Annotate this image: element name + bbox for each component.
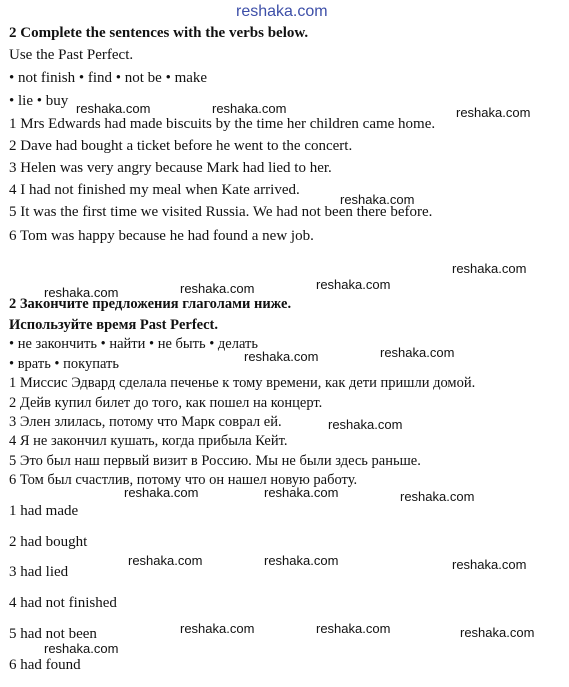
sentence-en-3: 3 Helen was very angry because Mark had lied to her.: [9, 160, 332, 176]
watermark: reshaka.com: [76, 101, 151, 116]
answer-4: 4 had not finished: [9, 595, 117, 611]
sentence-ru-1: 1 Миссис Эдвард сделала печенье к тому времени, как дети пришли домой.: [9, 375, 476, 391]
sentence-en-6: 6 Tom was happy because he had found a new job.: [9, 228, 314, 244]
verb-list-ru-line-1: • не закончить • найти • не быть • делать: [9, 336, 258, 352]
watermark: reshaka.com: [244, 349, 319, 364]
watermark: reshaka.com: [264, 553, 339, 568]
verb-list-en-line-2: • lie • buy: [9, 93, 69, 109]
sentence-en-1: 1 Mrs Edwards had made biscuits by the time her children came home.: [9, 116, 436, 132]
watermark: reshaka.com: [460, 625, 535, 640]
exercise-title-ru: 2 Закончите предложения глаголами ниже.: [9, 296, 292, 312]
sentence-en-5: 5 It was the first time we visited Russia. We had not been there before.: [9, 204, 433, 220]
watermark: reshaka.com: [180, 281, 255, 296]
answer-2: 2 had bought: [9, 534, 88, 550]
watermark: reshaka.com: [180, 621, 255, 636]
exercise-instruction-en: Use the Past Perfect.: [9, 47, 134, 63]
watermark: reshaka.com: [124, 485, 199, 500]
answer-1: 1 had made: [9, 503, 79, 519]
watermark: reshaka.com: [452, 557, 527, 572]
header-watermark: reshaka.com: [236, 3, 328, 20]
sentence-en-2: 2 Dave had bought a ticket before he went to the concert.: [9, 138, 353, 154]
exercise-title-en: 2 Complete the sentences with the verbs below.: [9, 25, 309, 41]
verb-list-ru-line-2: • врать • покупать: [9, 356, 120, 372]
watermark: reshaka.com: [264, 485, 339, 500]
answer-6: 6 had found: [9, 657, 81, 673]
watermark: reshaka.com: [212, 101, 287, 116]
watermark: reshaka.com: [380, 345, 455, 360]
watermark: reshaka.com: [456, 105, 531, 120]
watermark: reshaka.com: [316, 277, 391, 292]
sentence-ru-2: 2 Дейв купил билет до того, как пошел на концерт.: [9, 395, 323, 411]
watermark: reshaka.com: [128, 553, 203, 568]
answer-5: 5 had not been: [9, 626, 97, 642]
watermark: reshaka.com: [400, 489, 475, 504]
watermark: reshaka.com: [328, 417, 403, 432]
watermark: reshaka.com: [316, 621, 391, 636]
watermark: reshaka.com: [44, 641, 119, 656]
watermark: reshaka.com: [340, 192, 415, 207]
watermark: reshaka.com: [44, 285, 119, 300]
sentence-ru-3: 3 Элен злилась, потому что Марк соврал ей.: [9, 414, 282, 430]
exercise-instruction-ru: Используйте время Past Perfect.: [9, 317, 219, 333]
sentence-en-4: 4 I had not finished my meal when Kate arrived.: [9, 182, 300, 198]
sentence-ru-5: 5 Это был наш первый визит в Россию. Мы не были здесь раньше.: [9, 453, 421, 469]
sentence-ru-6: 6 Том был счастлив, потому что он нашел новую работу.: [9, 472, 358, 488]
watermark: reshaka.com: [452, 261, 527, 276]
sentence-ru-4: 4 Я не закончил кушать, когда прибыла Кейт.: [9, 433, 288, 449]
verb-list-en-line-1: • not finish • find • not be • make: [9, 70, 208, 86]
answer-3: 3 had lied: [9, 564, 69, 580]
